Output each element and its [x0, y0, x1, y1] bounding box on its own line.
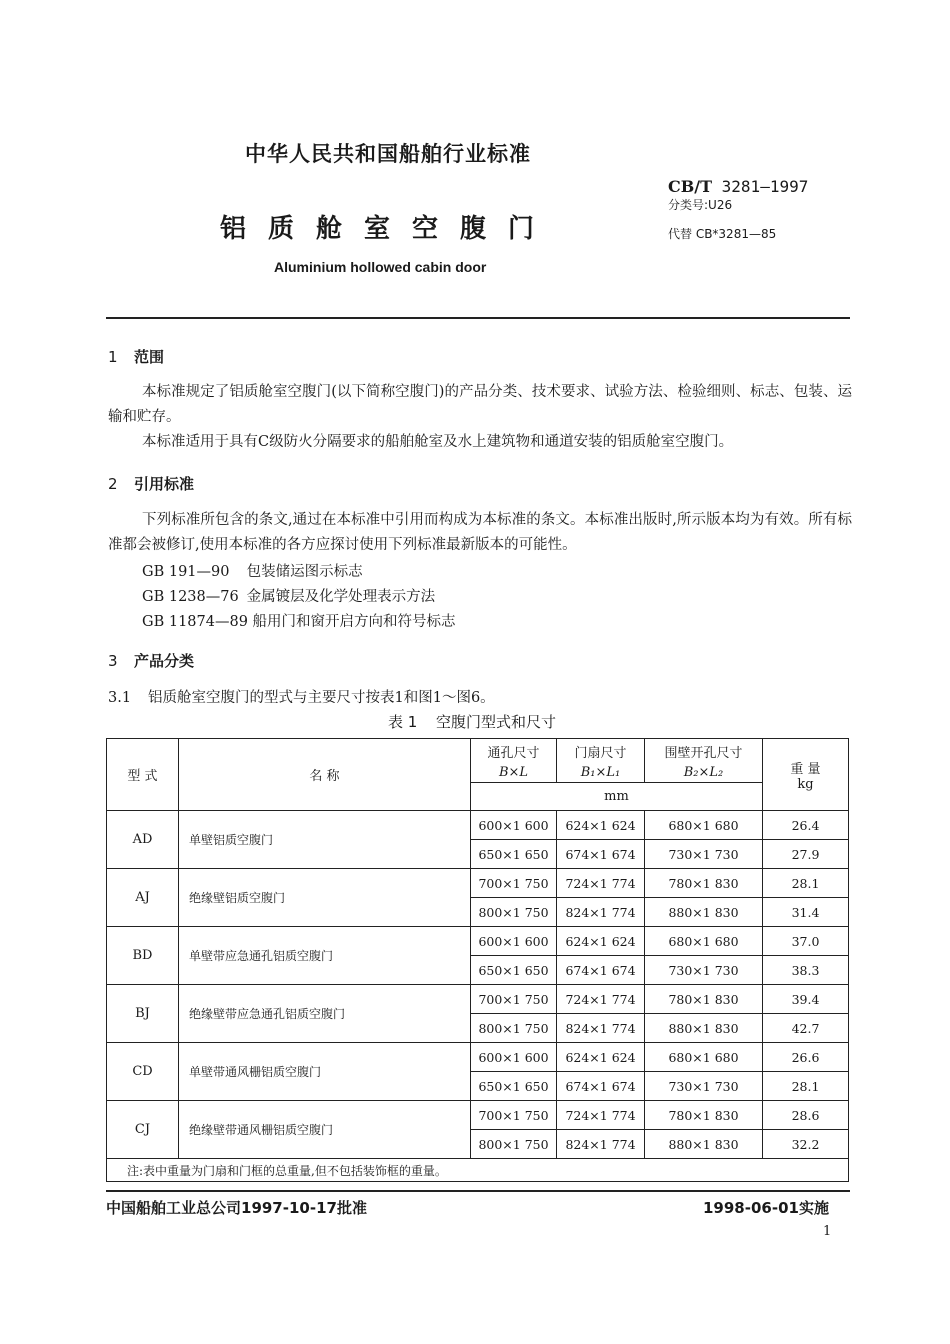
section-1-title: 范围 [134, 348, 165, 366]
page-number: 1 [823, 1224, 832, 1239]
cell-opening: 600×1 600 [471, 1043, 557, 1072]
cell-wall: 680×1 680 [645, 811, 763, 840]
section-2-paragraph: 下列标准所包含的条文,通过在本标准中引用而构成为本标准的条文。本标准出版时,所示版本均为有效。所有标准都会被修订,使用本标准的各方应探讨使用下列标准最新版本的可能性。 [108, 512, 852, 553]
cell-leaf: 824×1 774 [557, 1130, 645, 1159]
reference-name: 船用门和窗开启方向和符号标志 [252, 614, 456, 630]
cell-weight: 28.1 [763, 869, 849, 898]
header-wall [645, 739, 763, 783]
section-1-heading [108, 346, 164, 367]
cell-opening: 600×1 600 [471, 811, 557, 840]
cell-name: 绝缘壁铝质空腹门 [179, 869, 471, 927]
section-1-paragraph-2: 本标准适用于具有C级防火分隔要求的船舶舱室及水上建筑物和通道安装的铝质舱室空腹门。 [142, 434, 734, 450]
section-2-heading [108, 473, 194, 494]
replaces-standard: 代替 CB*3281—85 [668, 227, 777, 241]
table-row [107, 1043, 849, 1072]
cell-opening: 700×1 750 [471, 869, 557, 898]
org-title: 中华人民共和国船舶行业标准 [245, 142, 531, 166]
reference-code: GB 1238—76 [142, 589, 239, 605]
subsection-3-1 [108, 686, 495, 707]
cell-wall: 780×1 830 [645, 869, 763, 898]
approval-statement: 中国船舶工业总公司1997-10-17批准 [106, 1199, 367, 1217]
cell-wall: 680×1 680 [645, 1043, 763, 1072]
header-rule [106, 317, 850, 319]
reference-item [142, 610, 456, 631]
cell-type: CD [107, 1043, 179, 1101]
cell-name: 单壁铝质空腹门 [179, 811, 471, 869]
section-3-heading [108, 650, 194, 671]
reference-code: GB 11874—89 [142, 614, 248, 630]
cell-wall: 880×1 830 [645, 1014, 763, 1043]
cell-opening: 800×1 750 [471, 1014, 557, 1043]
cell-leaf: 674×1 674 [557, 840, 645, 869]
cell-wall: 730×1 730 [645, 840, 763, 869]
header-unit-mm: mm [471, 783, 763, 811]
cell-opening: 700×1 750 [471, 1101, 557, 1130]
header-opening-symbol: B×L [498, 764, 529, 780]
cell-weight: 28.6 [763, 1101, 849, 1130]
table-note: 注:表中重量为门扇和门框的总重量,但不包括装饰框的重量。 [107, 1159, 849, 1182]
header-leaf [557, 739, 645, 783]
cell-name: 单壁带应急通孔铝质空腹门 [179, 927, 471, 985]
classification-number: 分类号:U26 [668, 198, 733, 212]
section-3-number: 3 [108, 652, 118, 670]
cell-leaf: 724×1 774 [557, 1101, 645, 1130]
cell-weight: 27.9 [763, 840, 849, 869]
header-weight-unit: kg [797, 776, 814, 792]
cell-weight: 42.7 [763, 1014, 849, 1043]
header-leaf-symbol: B₁×L₁ [580, 764, 621, 780]
standard-code [668, 177, 808, 196]
section-2-title: 引用标准 [134, 475, 195, 493]
cell-weight: 26.4 [763, 811, 849, 840]
cell-leaf: 724×1 774 [557, 869, 645, 898]
cell-type: BJ [107, 985, 179, 1043]
cell-wall: 730×1 730 [645, 956, 763, 985]
cell-opening: 650×1 650 [471, 840, 557, 869]
cell-type: AJ [107, 869, 179, 927]
cell-wall: 780×1 830 [645, 985, 763, 1014]
cell-opening: 800×1 750 [471, 1130, 557, 1159]
table-row [107, 811, 849, 840]
cell-opening: 800×1 750 [471, 898, 557, 927]
implementation-date: 1998-06-01实施 [703, 1199, 829, 1217]
cell-wall: 880×1 830 [645, 1130, 763, 1159]
table-row [107, 927, 849, 956]
cell-weight: 26.6 [763, 1043, 849, 1072]
cell-wall: 880×1 830 [645, 898, 763, 927]
header-opening-label: 通孔尺寸 [487, 745, 540, 761]
cell-opening: 650×1 650 [471, 956, 557, 985]
cell-opening: 650×1 650 [471, 1072, 557, 1101]
cell-type: CJ [107, 1101, 179, 1159]
subsection-number: 3.1 [108, 690, 132, 706]
header-leaf-label: 门扇尺寸 [574, 745, 627, 761]
cell-leaf: 824×1 774 [557, 898, 645, 927]
reference-code: GB 191—90 [142, 564, 230, 580]
reference-item [142, 560, 363, 581]
cell-weight: 31.4 [763, 898, 849, 927]
subsection-text: 铝质舱室空腹门的型式与主要尺寸按表1和图1～图6。 [148, 690, 495, 706]
cell-wall: 680×1 680 [645, 927, 763, 956]
section-3-title: 产品分类 [134, 652, 195, 670]
cell-weight: 32.2 [763, 1130, 849, 1159]
section-2-number: 2 [108, 475, 118, 493]
cell-leaf: 624×1 624 [557, 927, 645, 956]
reference-name: 金属镀层及化学处理表示方法 [246, 589, 436, 605]
header-type: 型 式 [107, 739, 179, 811]
header-weight [763, 739, 849, 811]
footer-rule [106, 1190, 850, 1192]
table-body [107, 811, 849, 1159]
table-row [107, 985, 849, 1014]
cell-leaf: 674×1 674 [557, 956, 645, 985]
cell-leaf: 724×1 774 [557, 985, 645, 1014]
cell-weight: 28.1 [763, 1072, 849, 1101]
standard-number: 3281—1997 [721, 177, 809, 196]
cell-name: 绝缘壁带应急通孔铝质空腹门 [179, 985, 471, 1043]
section-1-number: 1 [108, 348, 118, 366]
table-row [107, 869, 849, 898]
cell-type: BD [107, 927, 179, 985]
cell-leaf: 624×1 624 [557, 811, 645, 840]
cell-type: AD [107, 811, 179, 869]
cell-wall: 730×1 730 [645, 1072, 763, 1101]
cell-leaf: 674×1 674 [557, 1072, 645, 1101]
document-title: 铝质舱室空腹门 [220, 214, 557, 244]
cell-weight: 39.4 [763, 985, 849, 1014]
door-spec-table [106, 738, 849, 1182]
table-caption [388, 711, 556, 732]
cell-wall: 780×1 830 [645, 1101, 763, 1130]
reference-item [142, 585, 435, 606]
cell-opening: 600×1 600 [471, 927, 557, 956]
cell-weight: 38.3 [763, 956, 849, 985]
reference-name: 包装储运图示标志 [246, 564, 363, 580]
table-caption-text: 空腹门型式和尺寸 [436, 713, 557, 731]
cell-weight: 37.0 [763, 927, 849, 956]
header-weight-label: 重 量 [790, 761, 821, 777]
section-1-paragraph-1: 本标准规定了铝质舱室空腹门(以下简称空腹门)的产品分类、技术要求、试验方法、检验细则、标志、包装、运输和贮存。 [108, 384, 852, 425]
cell-name: 单壁带通风栅铝质空腹门 [179, 1043, 471, 1101]
cell-name: 绝缘壁带通风栅铝质空腹门 [179, 1101, 471, 1159]
header-opening [471, 739, 557, 783]
header-name: 名 称 [179, 739, 471, 811]
standard-prefix: CB/T [668, 177, 713, 196]
table-row [107, 1101, 849, 1130]
cell-leaf: 824×1 774 [557, 1014, 645, 1043]
english-title: Aluminium hollowed cabin door [274, 259, 487, 275]
header-wall-label: 围壁开孔尺寸 [664, 745, 743, 761]
header-wall-symbol: B₂×L₂ [683, 764, 724, 780]
cell-opening: 700×1 750 [471, 985, 557, 1014]
cell-leaf: 624×1 624 [557, 1043, 645, 1072]
table-caption-number: 表 1 [388, 713, 418, 731]
